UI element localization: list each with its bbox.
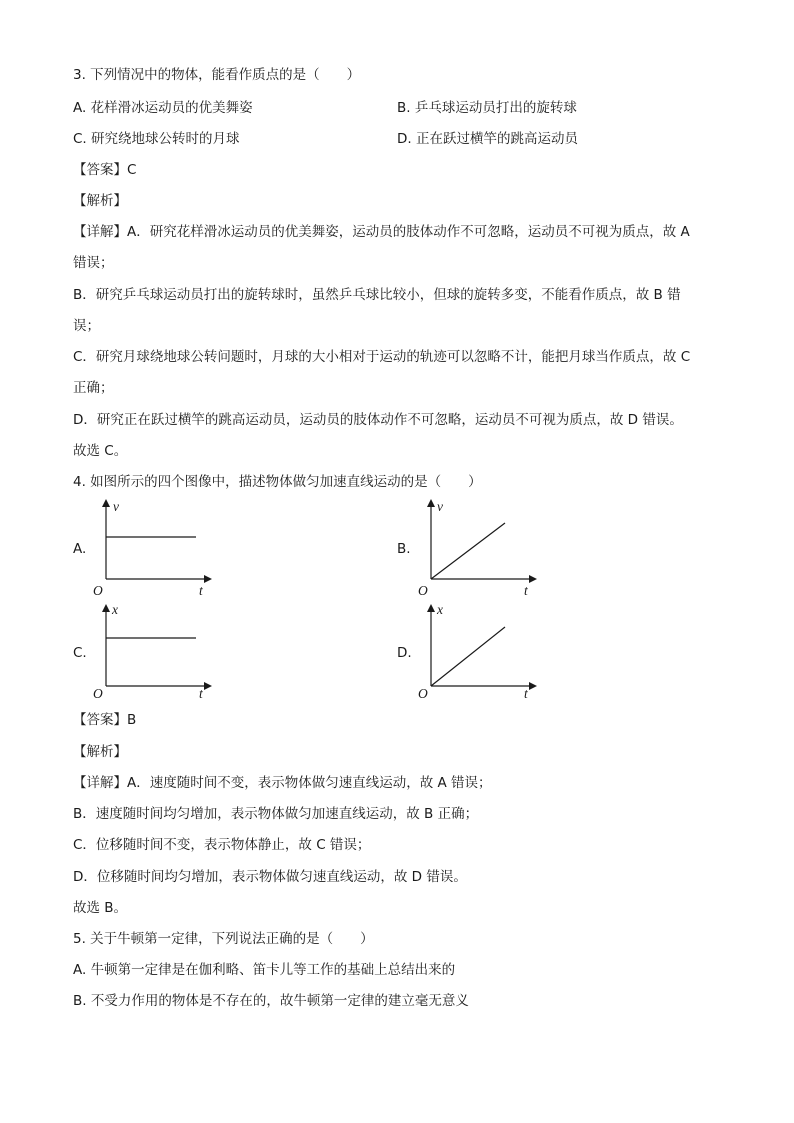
q4-answer: 【答案】B	[73, 712, 137, 728]
graph-d-x-label: t	[524, 686, 528, 701]
graph-b-y-label: v	[437, 499, 443, 514]
graph-b-line	[431, 523, 505, 579]
q3-analysis-heading: 【解析】	[73, 193, 127, 209]
q5-option-a: A. 牛顿第一定律是在伽利略、笛卡儿等工作的基础上总结出来的	[73, 962, 456, 978]
q3-stem: 3. 下列情况中的物体，能看作质点的是（ ）	[73, 67, 361, 83]
q4-analysis-heading: 【解析】	[73, 744, 127, 760]
graph-c-origin: O	[93, 686, 103, 701]
graph-d-y-label: x	[437, 602, 443, 617]
graph-c-y-label: x	[112, 602, 118, 617]
graph-a-origin: O	[93, 583, 103, 598]
graph-b-x-label: t	[524, 583, 528, 598]
q5-stem: 5. 关于牛顿第一定律，下列说法正确的是（ ）	[73, 931, 374, 947]
q3-detail-3: C．研究月球绕地球公转问题时，月球的大小相对于运动的轨迹可以忽略不计，能把月球当作质点，故 C	[73, 349, 691, 365]
graph-d-label: D.	[397, 645, 412, 661]
graph-c-x-label: t	[199, 686, 203, 701]
q3-conclusion: 故选 C。	[73, 443, 128, 459]
q4-detail-2: B．速度随时间均匀增加，表示物体做匀加速直线运动，故 B 正确；	[73, 806, 479, 822]
q3-detail-1b: 错误；	[73, 255, 114, 271]
graph-c-label: C.	[73, 645, 87, 661]
q4-detail-4: D．位移随时间均匀增加，表示物体做匀速直线运动，故 D 错误。	[73, 869, 467, 885]
q3-option-d: D. 正在跃过横竿的跳高运动员	[397, 131, 578, 147]
q3-detail-2b: 误；	[73, 318, 100, 334]
q4-detail-3: C．位移随时间不变，表示物体静止，故 C 错误；	[73, 837, 371, 853]
q4-detail-1: 【详解】A．速度随时间不变，表示物体做匀速直线运动，故 A 错误；	[73, 775, 492, 791]
graph-b-origin: O	[418, 583, 428, 598]
q3-detail-3b: 正确；	[73, 380, 114, 396]
graph-d-origin: O	[418, 686, 428, 701]
q3-answer: 【答案】C	[73, 162, 137, 178]
graph-d-line	[431, 627, 505, 686]
q3-option-c: C. 研究绕地球公转时的月球	[73, 131, 240, 147]
q3-detail-1: 【详解】A．研究花样滑冰运动员的优美舞姿，运动员的肢体动作不可忽略，运动员不可视为质点，故 A	[73, 224, 690, 240]
q3-detail-2: B．研究乒乓球运动员打出的旋转球时，虽然乒乓球比较小，但球的旋转多变，不能看作质点，故 B 错	[73, 287, 681, 303]
q5-option-b: B. 不受力作用的物体是不存在的，故牛顿第一定律的建立毫无意义	[73, 993, 469, 1009]
q4-stem: 4. 如图所示的四个图像中，描述物体做匀加速直线运动的是（ ）	[73, 474, 482, 490]
graph-b-label: B.	[397, 541, 411, 557]
q4-conclusion: 故选 B。	[73, 900, 128, 916]
q3-detail-4: D．研究正在跃过横竿的跳高运动员，运动员的肢体动作不可忽略，运动员不可视为质点，故 D 错误。	[73, 412, 683, 428]
graph-a-y-label: v	[113, 499, 119, 514]
graph-a-x-label: t	[199, 583, 203, 598]
q3-option-a: A. 花样滑冰运动员的优美舞姿	[73, 100, 253, 116]
q3-option-b: B. 乒乓球运动员打出的旋转球	[397, 100, 577, 116]
graph-a-label: A.	[73, 541, 87, 557]
